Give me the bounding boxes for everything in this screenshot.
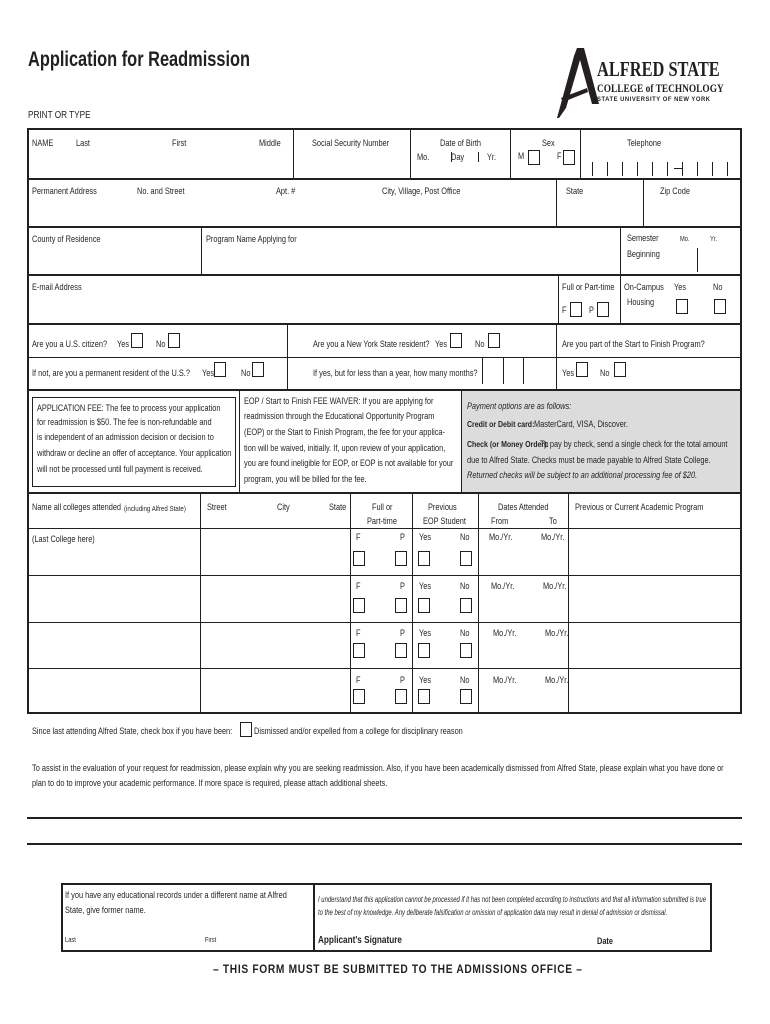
row-no-label: No: [460, 675, 470, 685]
table-row: [29, 529, 740, 575]
ny-no-label: No: [475, 339, 485, 349]
row-eop-yes-checkbox[interactable]: [418, 598, 430, 613]
table-row: [29, 576, 740, 622]
waiver-line-3: (EOP) or the Start to Finish Program, the fee for your applica-: [244, 427, 445, 437]
state-field[interactable]: [558, 198, 642, 225]
row-part-checkbox[interactable]: [395, 643, 407, 658]
sex-f-checkbox[interactable]: [563, 150, 575, 165]
returned-checks-note: Returned checks will be subject to an additional processing fee of $20.: [467, 470, 698, 480]
row-full-checkbox[interactable]: [353, 643, 365, 658]
stf-yes-label: Yes: [562, 368, 575, 378]
ny-no-checkbox[interactable]: [488, 333, 500, 348]
row-to-label: Mo./Yr.: [545, 675, 569, 685]
citizen-no-label: No: [156, 339, 166, 349]
semester-field[interactable]: [675, 246, 740, 273]
colleges-from-header: From: [491, 516, 509, 526]
apt-label: Apt. #: [276, 186, 296, 196]
row-f-label: F: [356, 628, 361, 638]
payment-title: Payment options are as follows:: [467, 401, 572, 411]
row-eop-yes-checkbox[interactable]: [418, 689, 430, 704]
explain-line-1: To assist in the evaluation of your request for readmission, please explain why you are seeking readmission. Also, if you have been academically dismissed from Alfred State, please explain what you have done or: [32, 763, 724, 773]
ssn-field[interactable]: [295, 150, 409, 176]
zip-label: Zip Code: [660, 186, 690, 196]
signature-label: Applicant's Signature: [318, 935, 402, 946]
perm-res-question: If not, are you a permanent resident of the U.S.?: [32, 368, 190, 378]
first-name-label: First: [172, 138, 187, 148]
signature-field[interactable]: [316, 918, 586, 934]
understand-text-2: to the best of my knowledge. Any deliberate falsification or omission of application data may result in denial of admission or dismissal.: [318, 908, 668, 917]
dob-label: Date of Birth: [440, 138, 482, 148]
program-field[interactable]: [203, 246, 619, 273]
semester-mo-label: Mo.: [680, 236, 690, 243]
citizen-yes-checkbox[interactable]: [131, 333, 143, 348]
email-label: E-mail Address: [32, 282, 82, 292]
name-field[interactable]: [29, 150, 292, 176]
table-row: [29, 669, 740, 713]
app-fee-line-3: is independent of an admission decision or decision to: [37, 432, 214, 442]
row-full-checkbox[interactable]: [353, 598, 365, 613]
row-p-label: P: [400, 581, 405, 591]
table-row: [29, 623, 740, 668]
date-field[interactable]: [590, 918, 708, 934]
colleges-previous-header: Previous: [428, 502, 457, 512]
row-p-label: P: [400, 675, 405, 685]
row-eop-no-checkbox[interactable]: [460, 643, 472, 658]
dob-field[interactable]: [412, 163, 509, 177]
row-eop-yes-checkbox[interactable]: [418, 551, 430, 566]
ny-resident-question: Are you a New York State resident?: [313, 339, 430, 349]
app-fee-line-4: withdraw or decline an offer of acceptance. Your application: [37, 448, 232, 458]
stf-no-checkbox[interactable]: [614, 362, 626, 377]
colleges-to-header: To: [549, 516, 557, 526]
row-to-label: Mo./Yr.: [541, 532, 565, 542]
row-f-label: F: [356, 532, 361, 542]
former-first-label: First: [205, 937, 217, 944]
print-or-type-label: PRINT OR TYPE: [28, 110, 91, 121]
housing-yes-checkbox[interactable]: [676, 299, 688, 314]
row-eop-yes-checkbox[interactable]: [418, 643, 430, 658]
semester-label: Semester: [627, 233, 659, 243]
check-text-2: due to Alfred State. Checks must be made payable to Alfred State College.: [467, 455, 711, 465]
alfred-state-logo: [557, 48, 724, 118]
waiver-line-4: tion will be waived, initially. If, upon review of your application,: [244, 443, 446, 453]
stf-question: Are you part of the Start to Finish Program?: [562, 339, 705, 349]
telephone-field[interactable]: [582, 150, 740, 176]
on-campus-label: On-Campus: [624, 282, 664, 292]
full-part-label: Full or Part-time: [562, 282, 615, 292]
logo-name: ALFRED STATE: [597, 57, 720, 81]
months-question: If yes, but for less than a year, how many months?: [313, 368, 478, 378]
semester-yr-label: Yr.: [710, 236, 718, 243]
row-full-checkbox[interactable]: [353, 551, 365, 566]
app-fee-line-2: for readmission is $50. The fee is non-refundable and: [37, 417, 212, 427]
dob-day-label: Day: [451, 152, 465, 162]
row-yes-label: Yes: [419, 581, 432, 591]
row-p-label: P: [400, 628, 405, 638]
logo-line3: STATE UNIVERSITY OF NEW YORK: [597, 96, 711, 103]
email-field[interactable]: [29, 294, 557, 322]
housing-label: Housing: [627, 297, 655, 307]
colleges-eop-header: EOP Student: [423, 516, 466, 526]
stf-yes-checkbox[interactable]: [576, 362, 588, 377]
alfred-state-logo-mark-icon: [557, 48, 599, 118]
city-label: City, Village, Post Office: [382, 186, 461, 196]
credit-text: MasterCard, VISA, Discover.: [534, 419, 628, 429]
row-part-checkbox[interactable]: [395, 689, 407, 704]
row-eop-no-checkbox[interactable]: [460, 598, 472, 613]
telephone-label: Telephone: [627, 138, 662, 148]
ny-yes-label: Yes: [435, 339, 448, 349]
part-time-checkbox[interactable]: [597, 302, 609, 317]
app-fee-line-1: APPLICATION FEE: The fee to process your application: [37, 403, 221, 413]
colleges-program-header: Previous or Current Academic Program: [575, 502, 704, 512]
row-f-label: F: [356, 675, 361, 685]
row-to-label: Mo./Yr.: [545, 628, 569, 638]
row-f-label: F: [356, 581, 361, 591]
logo-line2: COLLEGE of TECHNOLOGY: [597, 81, 724, 95]
row-no-label: No: [460, 581, 470, 591]
row-p-label: P: [400, 532, 405, 542]
colleges-fullor-header: Full or: [372, 502, 393, 512]
name-label: NAME: [32, 138, 54, 148]
row-no-label: No: [460, 628, 470, 638]
dismissed-option: Dismissed and/or expelled from a college for disciplinary reason: [254, 726, 463, 736]
last-college-label: (Last College here): [32, 534, 95, 544]
part-p-label: P: [589, 305, 594, 315]
footer-instruction: – THIS FORM MUST BE SUBMITTED TO THE ADMISSIONS OFFICE –: [213, 962, 583, 976]
waiver-line-1: EOP / Start to Finish FEE WAIVER: If you are applying for: [244, 396, 434, 406]
app-fee-line-5: will not be processed until full payment is received.: [37, 464, 203, 474]
former-last-label: Last: [65, 937, 76, 944]
credit-label: Credit or Debit card:: [467, 419, 535, 429]
sex-f-label: F: [557, 151, 562, 161]
full-f-label: F: [562, 305, 567, 315]
middle-name-label: Middle: [259, 138, 281, 148]
beginning-label: Beginning: [627, 249, 660, 259]
row-from-label: Mo./Yr.: [489, 532, 513, 542]
check-label: Check (or Money Order):: [467, 439, 549, 449]
dob-mo-label: Mo.: [417, 152, 430, 162]
citizen-question: Are you a U.S. citizen?: [32, 339, 108, 349]
sex-m-label: M: [518, 151, 525, 161]
colleges-state-header: State: [329, 502, 347, 512]
date-label: Date: [597, 936, 614, 946]
former-name-field[interactable]: [63, 918, 312, 934]
colleges-name-header: Name all colleges attended: [32, 502, 122, 512]
row-eop-no-checkbox[interactable]: [460, 551, 472, 566]
stf-no-label: No: [600, 368, 610, 378]
housing-no-checkbox[interactable]: [714, 299, 726, 314]
perm-res-yes-label: Yes: [202, 368, 215, 378]
records-text-2: State, give former name.: [65, 905, 146, 915]
row-part-checkbox[interactable]: [395, 598, 407, 613]
colleges-city-header: City: [277, 502, 290, 512]
colleges-street-header: Street: [207, 502, 227, 512]
waiver-line-2: readmission through the Educational Opportunity Program: [244, 411, 435, 421]
last-name-label: Last: [76, 138, 90, 148]
row-part-checkbox[interactable]: [395, 551, 407, 566]
perm-res-no-label: No: [241, 368, 251, 378]
dismissed-checkbox[interactable]: [240, 722, 252, 737]
row-from-label: Mo./Yr.: [493, 675, 517, 685]
state-label: State: [566, 186, 584, 196]
explain-line-2: plan to do to improve your academic performance. If more space is required, please attach additional sheets.: [32, 778, 388, 788]
address-field[interactable]: [29, 198, 555, 225]
no-street-label: No. and Street: [137, 186, 185, 196]
row-yes-label: Yes: [419, 675, 432, 685]
records-text-1: If you have any educational records under a different name at Alfred: [65, 890, 287, 900]
waiver-line-5: you are found ineligible for EOP, or EOP is not available for your: [244, 458, 454, 468]
row-to-label: Mo./Yr.: [543, 581, 567, 591]
row-from-label: Mo./Yr.: [493, 628, 517, 638]
program-label: Program Name Applying for: [206, 234, 297, 244]
waiver-line-6: program, you will be billed for the fee.: [244, 474, 367, 484]
understand-text-1: I understand that this application cannot be processed if it has not been completed according to instructions and that all information submitted is true: [318, 895, 706, 904]
row-eop-no-checkbox[interactable]: [460, 689, 472, 704]
citizen-yes-label: Yes: [117, 339, 130, 349]
row-from-label: Mo./Yr.: [491, 581, 515, 591]
perm-res-no-checkbox[interactable]: [252, 362, 264, 377]
row-full-checkbox[interactable]: [353, 689, 365, 704]
citizen-no-checkbox[interactable]: [168, 333, 180, 348]
dob-yr-label: Yr.: [487, 152, 497, 162]
form-title: Application for Readmission: [28, 48, 251, 71]
explanation-line[interactable]: [27, 817, 742, 819]
dismissed-question: Since last attending Alfred State, check box if you have been:: [32, 726, 233, 736]
housing-no-label: No: [713, 282, 723, 292]
colleges-dates-header: Dates Attended: [498, 502, 549, 512]
housing-yes-label: Yes: [674, 282, 687, 292]
permanent-address-label: Permanent Address: [32, 186, 97, 196]
zip-field[interactable]: [645, 198, 740, 225]
full-time-checkbox[interactable]: [570, 302, 582, 317]
sex-label: Sex: [542, 138, 555, 148]
row-yes-label: Yes: [419, 628, 432, 638]
explanation-line[interactable]: [27, 843, 742, 845]
colleges-parttime-header: Part-time: [367, 516, 397, 526]
ssn-label: Social Security Number: [312, 138, 390, 148]
row-yes-label: Yes: [419, 532, 432, 542]
row-no-label: No: [460, 532, 470, 542]
check-text-1: To pay by check, send a single check for the total amount: [540, 439, 728, 449]
colleges-incl-header: (including Alfred State): [124, 504, 186, 513]
county-label: County of Residence: [32, 234, 101, 244]
sex-m-checkbox[interactable]: [528, 150, 540, 165]
ny-yes-checkbox[interactable]: [450, 333, 462, 348]
county-field[interactable]: [29, 246, 200, 273]
perm-res-yes-checkbox[interactable]: [214, 362, 226, 377]
